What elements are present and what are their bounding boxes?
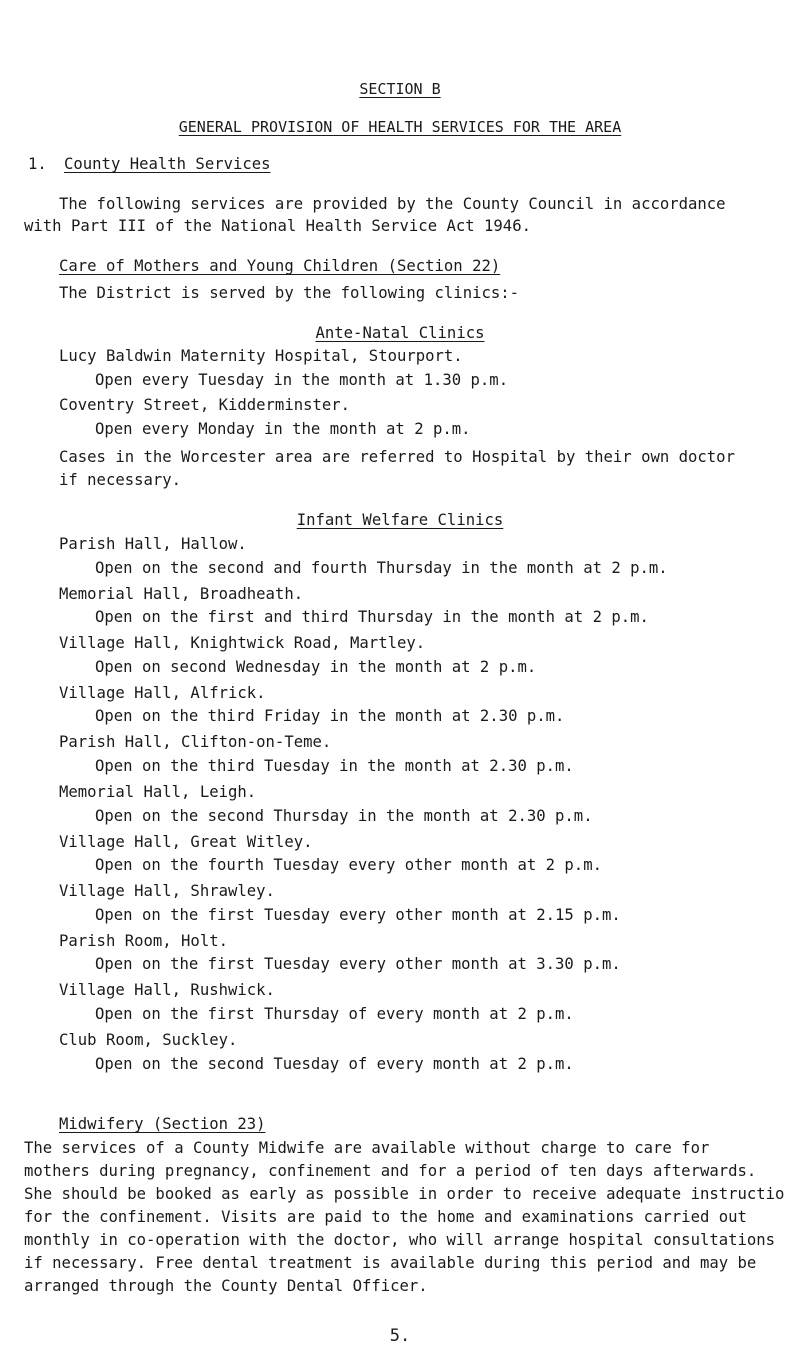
clinic-schedule: Open on the second Tuesday of every month at 2 p.m. xyxy=(95,1055,574,1073)
care-intro: The District is served by the following clinics:- xyxy=(59,284,520,302)
paragraph-line: monthly in co-operation with the doctor, who will arrange hospital consultations xyxy=(24,1231,776,1249)
intro-line: The following services are provided by the County Council in accordance xyxy=(59,195,726,213)
paragraph-line: if necessary. Free dental treatment is available during this period and may be xyxy=(24,1254,757,1272)
clinic-place: Parish Hall, Hallow. xyxy=(59,535,247,553)
clinic-place: Coventry Street, Kidderminster. xyxy=(59,396,351,414)
paragraph-line: arranged through the County Dental Officer. xyxy=(24,1277,428,1295)
clinic-schedule: Open every Tuesday in the month at 1.30 p.m. xyxy=(95,371,509,389)
clinic-place: Memorial Hall, Leigh. xyxy=(59,783,257,801)
page-number: 5. xyxy=(389,1326,411,1346)
clinic-schedule: Open on the second and fourth Thursday in the month at 2 p.m. xyxy=(95,559,668,577)
midwifery-title: Midwifery (Section 23) xyxy=(59,1115,266,1133)
clinic-schedule: Open on the first Tuesday every other month at 3.30 p.m. xyxy=(95,955,621,973)
clinic-schedule: Open on the first Tuesday every other month at 2.15 p.m. xyxy=(95,906,621,924)
antenatal-note: Cases in the Worcester area are referred to Hospital by their own doctor xyxy=(59,448,735,466)
care-heading: Care of Mothers and Young Children (Section 22) xyxy=(59,257,501,275)
item-title: County Health Services xyxy=(64,155,271,173)
paragraph-line: mothers during pregnancy, confinement and for a period of ten days afterwards. xyxy=(24,1162,757,1180)
clinic-place: Village Hall, Great Witley. xyxy=(59,833,313,851)
clinic-place: Village Hall, Shrawley. xyxy=(59,882,275,900)
clinic-place: Club Room, Suckley. xyxy=(59,1031,238,1049)
clinic-schedule: Open every Monday in the month at 2 p.m. xyxy=(95,420,471,438)
item-number: 1. xyxy=(28,155,47,173)
clinic-place: Parish Hall, Clifton-on-Teme. xyxy=(59,733,332,751)
page-heading: GENERAL PROVISION OF HEALTH SERVICES FOR THE AREA xyxy=(178,118,622,136)
clinic-place: Parish Room, Holt. xyxy=(59,932,228,950)
clinic-schedule: Open on the fourth Tuesday every other month at 2 p.m. xyxy=(95,856,602,874)
paragraph-line: She should be booked as early as possible in order to receive adequate instructio xyxy=(24,1185,785,1203)
clinic-place: Village Hall, Rushwick. xyxy=(59,981,275,999)
paragraph-line: The services of a County Midwife are available without charge to care for xyxy=(24,1139,710,1157)
intro-line: with Part III of the National Health Service Act 1946. xyxy=(24,217,531,235)
clinic-schedule: Open on the first and third Thursday in the month at 2 p.m. xyxy=(95,608,649,626)
infant-welfare-title: Infant Welfare Clinics xyxy=(296,511,504,529)
clinic-schedule: Open on second Wednesday in the month at 2 p.m. xyxy=(95,658,537,676)
clinic-schedule: Open on the first Thursday of every month at 2 p.m. xyxy=(95,1005,574,1023)
clinic-schedule: Open on the second Thursday in the month at 2.30 p.m. xyxy=(95,807,593,825)
section-title: SECTION B xyxy=(359,80,441,98)
clinic-place: Village Hall, Knightwick Road, Martley. xyxy=(59,634,426,652)
clinic-schedule: Open on the third Friday in the month at 2.30 p.m. xyxy=(95,707,565,725)
antenatal-title: Ante-Natal Clinics xyxy=(315,324,485,342)
clinic-schedule: Open on the third Tuesday in the month at 2.30 p.m. xyxy=(95,757,574,775)
clinic-place: Village Hall, Alfrick. xyxy=(59,684,266,702)
clinic-place: Memorial Hall, Broadheath. xyxy=(59,585,304,603)
paragraph-line: for the confinement. Visits are paid to the home and examinations carried out xyxy=(24,1208,747,1226)
clinic-place: Lucy Baldwin Maternity Hospital, Stourport. xyxy=(59,347,463,365)
antenatal-note: if necessary. xyxy=(59,471,182,489)
